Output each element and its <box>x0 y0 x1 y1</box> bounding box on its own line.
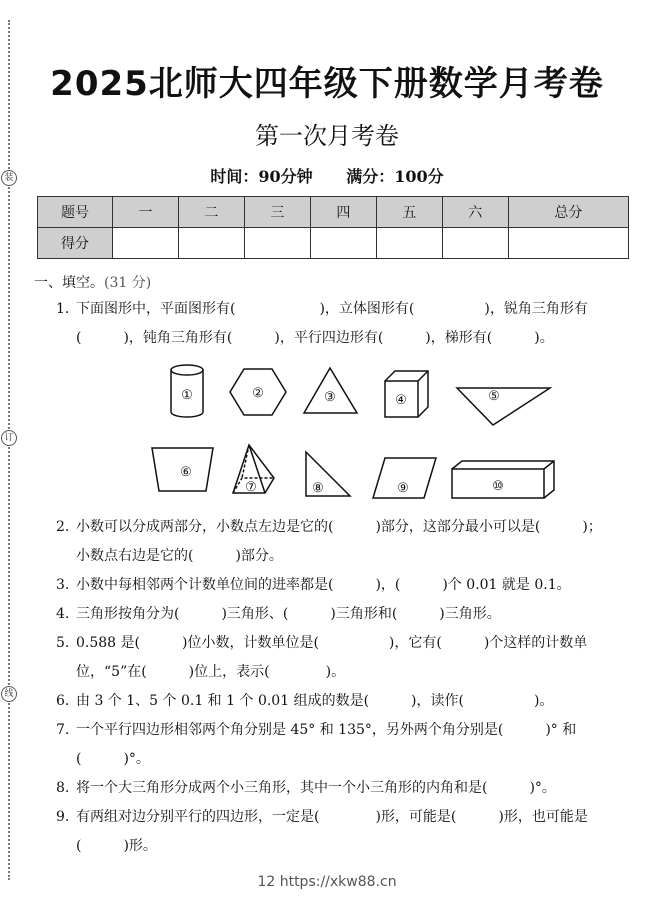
score-entry-cell[interactable] <box>442 228 508 259</box>
question-text-continued: ( )，钝角三角形有( )，平行四边形有( )，梯形有( )。 <box>76 330 554 346</box>
question-text: 三角形按角分为( )三角形、( )三角形和( )三角形。 <box>76 606 501 622</box>
question-3 <box>56 574 571 596</box>
shapes-figure <box>0 355 654 505</box>
page-footer: 12 https://xkw88.cn <box>257 874 397 890</box>
score-entry-cell[interactable] <box>376 228 442 259</box>
score-table <box>37 196 629 259</box>
question-number: 2. <box>56 519 70 535</box>
score-entry-cell[interactable] <box>113 228 179 259</box>
obtuse-triangle-shape <box>457 388 550 425</box>
table-cell: 总分 <box>508 197 628 228</box>
score-entry-cell[interactable] <box>244 228 310 259</box>
shape-label: ⑥ <box>180 465 192 480</box>
shape-label: ⑦ <box>245 480 257 495</box>
section-heading <box>34 272 151 292</box>
page-title: 2025北师大四年级下册数学月考卷 <box>50 64 604 104</box>
question-1 <box>56 298 588 320</box>
question-text: 小数可以分成两部分，小数点左边是它的( )部分，这部分最小可以是( )； <box>76 519 602 535</box>
question-text: 将一个大三角形分成两个小三角形，其中一个小三角形的内角和是( )°。 <box>76 780 556 796</box>
question-4 <box>56 603 501 625</box>
question-text-continued: 位，“5”在( )位上，表示( )。 <box>76 664 346 680</box>
question-text: 小数中每相邻两个计数单位间的进率都是( )，( )个 0.01 就是 0.1。 <box>76 577 571 593</box>
question-text: 有两组对边分别平行的四边形，一定是( )形，可能是( )形，也可能是 <box>76 809 588 825</box>
full-score: 满分：100分 <box>346 167 444 186</box>
section-title: 一、填空。 <box>34 275 104 291</box>
score-table-score-row <box>38 228 629 259</box>
question-text: 由 3 个 1、5 个 0.1 和 1 个 0.01 组成的数是( )，读作( )。 <box>76 693 554 709</box>
question-number: 1. <box>56 301 70 317</box>
question-number: 5. <box>56 635 70 651</box>
shape-label: ⑤ <box>488 389 500 404</box>
question-9 <box>56 806 588 828</box>
question-number: 6. <box>56 693 70 709</box>
shape-label: ⑧ <box>312 481 324 496</box>
shape-label: ① <box>181 388 193 403</box>
table-cell: 二 <box>178 197 244 228</box>
table-cell: 题号 <box>38 197 113 228</box>
table-cell: 五 <box>376 197 442 228</box>
table-cell: 四 <box>310 197 376 228</box>
question-number: 8. <box>56 780 70 796</box>
question-5 <box>56 632 587 654</box>
question-text-continued: ( )形。 <box>76 838 157 854</box>
question-text: 0.588 是( )位小数，计数单位是( )，它有( )个这样的计数单 <box>76 635 588 651</box>
question-text-continued: ( )°。 <box>76 751 150 767</box>
table-cell: 三 <box>244 197 310 228</box>
binding-seal: 装 <box>1 170 17 186</box>
table-cell: 六 <box>442 197 508 228</box>
question-text-continued: 小数点右边是它的( )部分。 <box>76 548 283 564</box>
binding-seal: 订 <box>1 430 17 446</box>
score-entry-cell[interactable] <box>508 228 628 259</box>
exam-info <box>0 164 654 187</box>
section-points: (31 分) <box>104 275 152 291</box>
question-text: 一个平行四边形相邻两个角分别是 45° 和 135°，另外两个角分别是( )° 和 <box>76 722 577 738</box>
shape-label: ⑩ <box>492 479 504 494</box>
score-table-header-row <box>38 197 629 228</box>
question-2 <box>56 516 602 538</box>
table-cell: 得分 <box>38 228 113 259</box>
shape-label: ⑨ <box>397 481 409 496</box>
question-number: 4. <box>56 606 70 622</box>
question-6 <box>56 690 553 712</box>
time-limit: 时间：90分钟 <box>210 167 313 186</box>
question-number: 7. <box>56 722 70 738</box>
table-cell: 一 <box>113 197 179 228</box>
question-8 <box>56 777 556 799</box>
score-entry-cell[interactable] <box>310 228 376 259</box>
question-7 <box>56 719 576 741</box>
question-number: 3. <box>56 577 70 593</box>
shape-label: ③ <box>324 390 336 405</box>
score-entry-cell[interactable] <box>178 228 244 259</box>
exam-subtitle: 第一次月考卷 <box>255 122 399 150</box>
shape-label: ② <box>252 386 264 401</box>
binding-seal: 线 <box>1 686 17 702</box>
question-number: 9. <box>56 809 70 825</box>
shape-label: ④ <box>395 393 407 408</box>
question-text: 下面图形中，平面图形有( )，立体图形有( )，锐角三角形有 <box>76 301 588 317</box>
